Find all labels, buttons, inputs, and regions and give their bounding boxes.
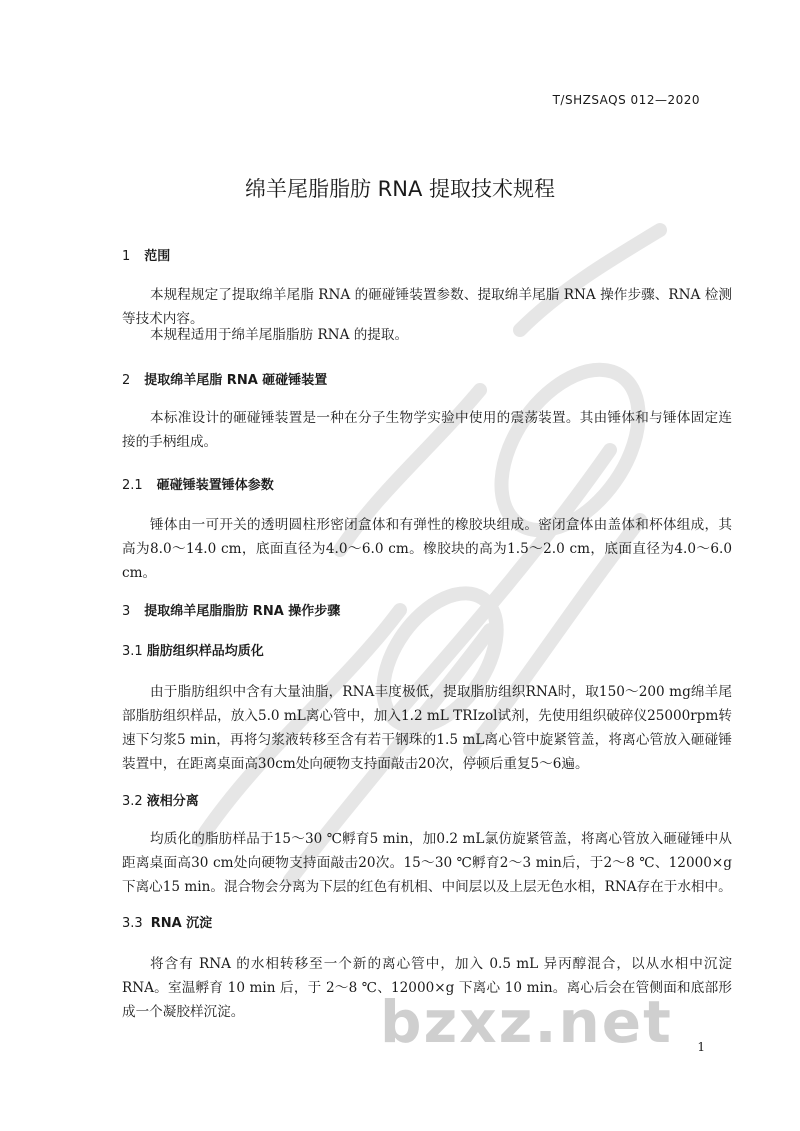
standard-code: T/SHZSAQS 012—2020 — [552, 93, 700, 107]
section-number: 2 — [122, 373, 131, 388]
section-2-paragraph-1: 本标准设计的砸碰锤装置是一种在分子生物学实验中使用的震荡装置。其由锤体和与锤体固定连接的手柄组成。 — [122, 410, 732, 450]
watermark-site-text: bzxz.net — [380, 988, 673, 1056]
section-title: 范围 — [144, 249, 171, 264]
section-3-heading — [122, 600, 340, 619]
section-number: 1 — [122, 249, 131, 264]
section-title: 提取绵羊尾脂 RNA 砸碰锤装置 — [144, 373, 328, 388]
document-title: 绵羊尾脂脂肪 RNA 提取技术规程 — [244, 177, 555, 201]
section-title: RNA 沉淀 — [150, 916, 213, 931]
section-number: 3 — [122, 604, 131, 619]
section-3-3-paragraph-1: 将含有 RNA 的水相转移至一个新的离心管中，加入 0.5 mL 异丙醇混合，以从水相中沉淀 RNA。室温孵育 10 min 后，于 2～8 ℃、12000×g 下离心 10 min。离心后会在管侧面和底部形成一个凝胶样沉淀。 — [122, 956, 732, 1020]
page-number: 1 — [697, 1040, 705, 1054]
section-2-heading — [122, 369, 327, 388]
section-3-1-heading — [122, 640, 264, 659]
section-number: 2.1 — [122, 478, 143, 493]
section-number: 3.3 — [122, 916, 143, 931]
section-title: 液相分离 — [146, 794, 199, 809]
section-2-1-heading — [122, 474, 274, 493]
section-3-3-heading — [122, 912, 212, 931]
section-1-heading — [122, 245, 170, 264]
section-number: 3.1 — [122, 644, 143, 659]
section-title: 提取绵羊尾脂脂肪 RNA 操作步骤 — [144, 604, 341, 619]
section-1-paragraph-2: 本规程适用于绵羊尾脂脂肪 RNA 的提取。 — [150, 327, 409, 343]
section-number: 3.2 — [122, 794, 143, 809]
section-title: 砸碰锤装置锤体参数 — [156, 478, 274, 493]
section-3-2-paragraph-1: 均质化的脂肪样品于15～30 ℃孵育5 min，加0.2 mL氯仿旋紧管盖，将离心管放入砸碰锤中从距离桌面高30 cm处向硬物支持面敲击20次。15～30 ℃孵育2～3 min后，于2～8 ℃、12000×g下离心15 min。混合物会分离为下层的红色有机相、中间层以及上层无色水相，RNA存在于水相中。 — [122, 831, 732, 895]
section-3-1-paragraph-1: 由于脂肪组织中含有大量油脂，RNA丰度极低，提取脂肪组织RNA时，取150～200 mg绵羊尾部脂肪组织样品，放入5.0 mL离心管中，加入1.2 mL TRIzol试剂，先使用组织破碎仪25000rpm转速下匀浆5 min，再将匀浆液转移至含有若干钢珠的1.5 mL离心管中旋紧管盖，将离心管放入砸碰锤装置中，在距离桌面高30cm处向硬物支持面敲击20次，停顿后重复5～6遍。 — [122, 684, 732, 772]
section-1-paragraph-1: 本规程规定了提取绵羊尾脂 RNA 的砸碰锤装置参数、提取绵羊尾脂 RNA 操作步骤、RNA 检测等技术内容。 — [122, 287, 732, 327]
section-title: 脂肪组织样品均质化 — [146, 644, 264, 659]
section-3-2-heading — [122, 790, 199, 809]
section-2-1-paragraph-1: 锤体由一可开关的透明圆柱形密闭盒体和有弹性的橡胶块组成。密闭盒体由盖体和杯体组成，其高为8.0～14.0 cm，底面直径为4.0～6.0 cm。橡胶块的高为1.5～2.0 cm，底面直径为4.0～6.0 cm。 — [122, 517, 732, 581]
